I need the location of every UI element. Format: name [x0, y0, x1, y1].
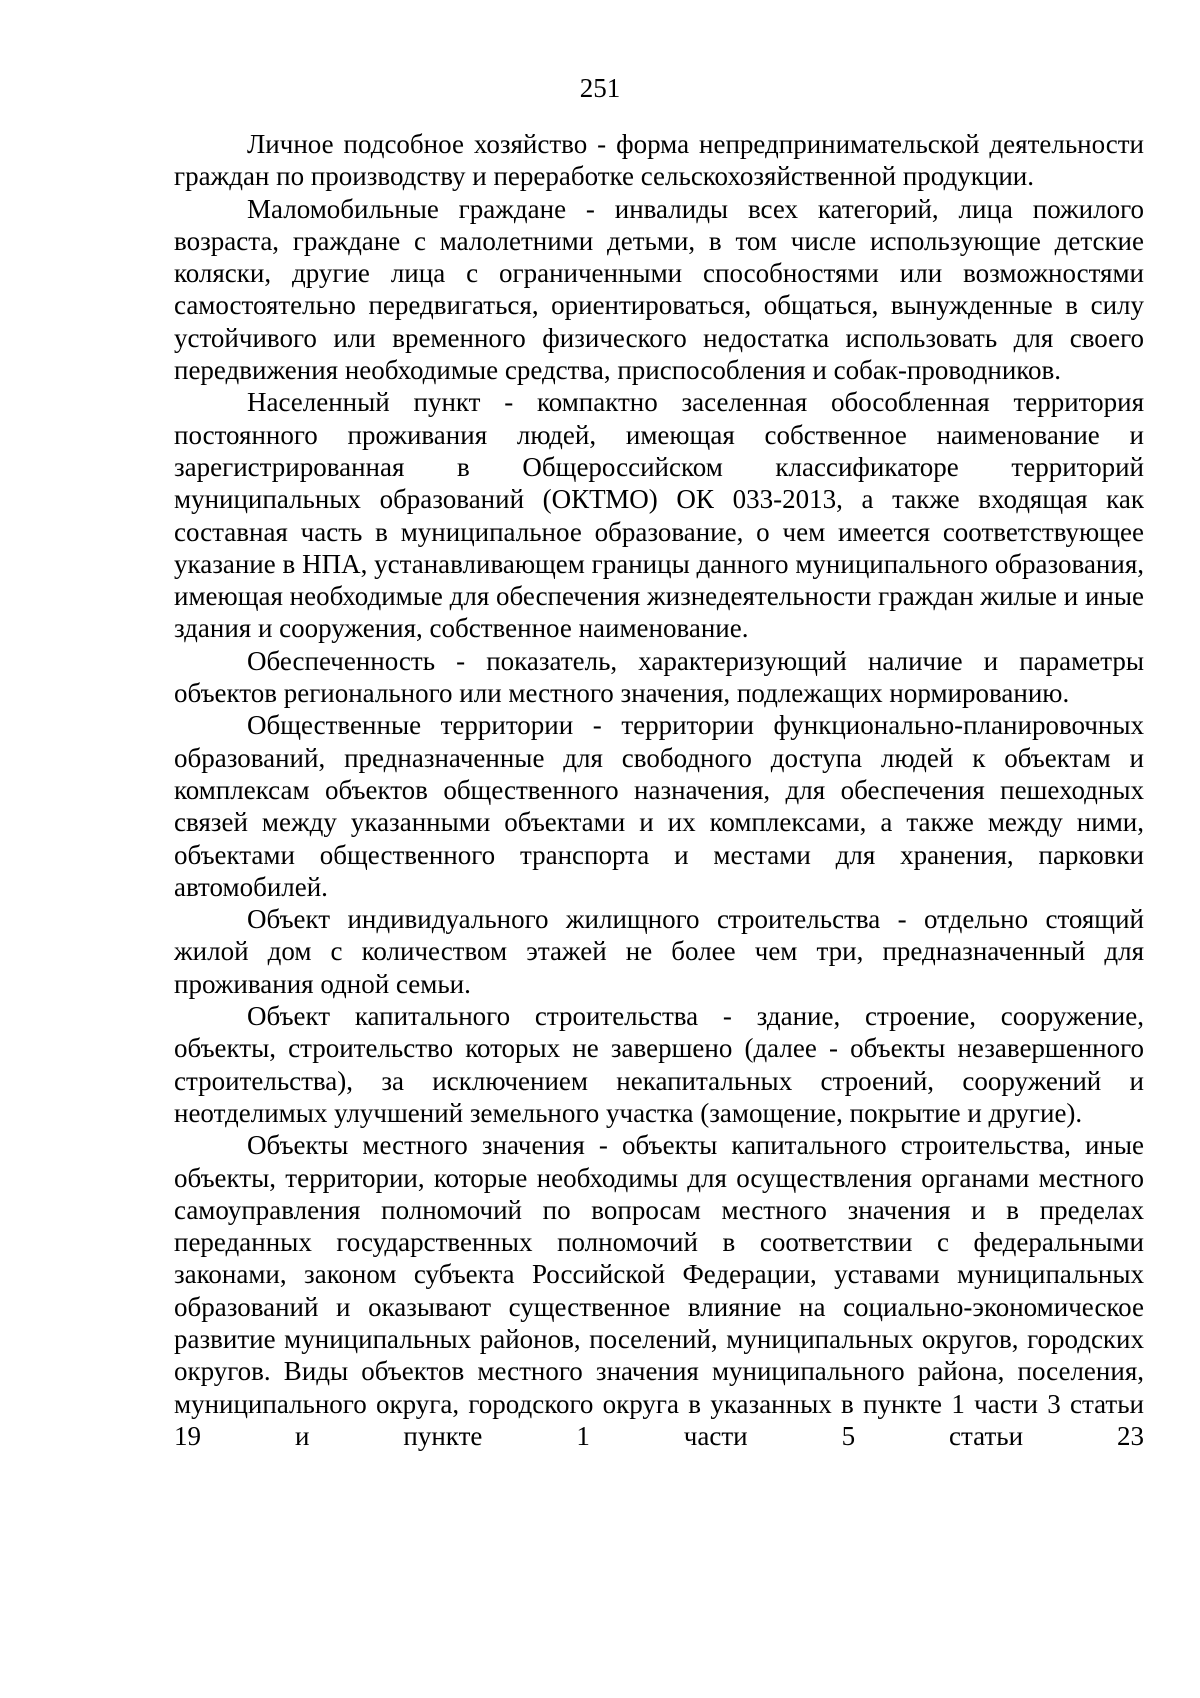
- paragraph-naselennyi-punkt: Населенный пункт - компактно заселенная обособленная территория постоянного проживания людей, имеющая собственное наименование и зарегистрированная в Общероссийском классификаторе территорий муниципальных образований (ОКТМО) ОК 033-2013, а также входящая как составная часть в муниципальное образование, о чем имеется соответствующее указание в НПА, устанавливающем границы данного муниципального образования, имеющая необходимые для обеспечения жизнедеятельности граждан жилые и иные здания и сооружения, собственное наименование.: [174, 387, 1144, 644]
- page-number: 251: [579, 73, 621, 103]
- paragraph-obespechennost: Обеспеченность - показатель, характеризующий наличие и параметры объектов регионального или местного значения, подлежащих нормированию.: [174, 645, 1144, 709]
- paragraph-malomobilnye-grazhdane: Маломобильные граждане - инвалиды всех категорий, лица пожилого возраста, граждане с малолетними детьми, в том числе использующие детские коляски, другие лица с ограниченными способностями или возможностями самостоятельно передвигаться, ориентироваться, общаться, вынужденные в силу устойчивого или временного физического недостатка использовать для своего передвижения необходимые средства, приспособления и собак-проводников.: [174, 193, 1144, 386]
- paragraph-obekty-mestnogo-znacheniya: Объекты местного значения - объекты капитального строительства, иные объекты, территории, которые необходимы для осуществления органами местного самоуправления полномочий по вопросам местного значения и в пределах переданных государственных полномочий в соответствии с федеральными законами, законом субъекта Российской Федерации, уставами муниципальных образований и оказывают существенное влияние на социально-экономическое развитие муниципальных районов, поселений, муниципальных округов, городских округов. Виды объектов местного значения муниципального района, поселения, муниципального округа, городского округа в указанных в пункте 1 части 3 статьи 19 и пункте 1 части 5 статьи 23: [174, 1130, 1144, 1451]
- paragraph-obekt-izhs: Объект индивидуального жилищного строительства - отдельно стоящий жилой дом с количеством этажей не более чем три, предназначенный для проживания одной семьи.: [174, 904, 1144, 999]
- paragraph-obshchestvennye-territorii: Общественные территории - территории функционально-планировочных образований, предназначенные для свободного доступа людей к объектам и комплексам объектов общественного назначения, для обеспечения пешеходных связей между указанными объектами и их комплексами, а также между ними, объектами общественного транспорта и местами для хранения, парковки автомобилей.: [174, 710, 1144, 902]
- page-body: [174, 128, 1144, 1452]
- paragraph-obekt-kapitalnogo-stroitelstva: Объект капитального строительства - здание, строение, сооружение, объекты, строительство которых не завершено (далее - объекты незавершенного строительства), за исключением некапитальных строений, сооружений и неотделимых улучшений земельного участка (замощение, покрытие и другие).: [174, 1001, 1144, 1128]
- paragraph-lichnoe-podsobnoe-khozyaistvo: Личное подсобное хозяйство - форма непредпринимательской деятельности граждан по производству и переработке сельскохозяйственной продукции.: [174, 129, 1144, 192]
